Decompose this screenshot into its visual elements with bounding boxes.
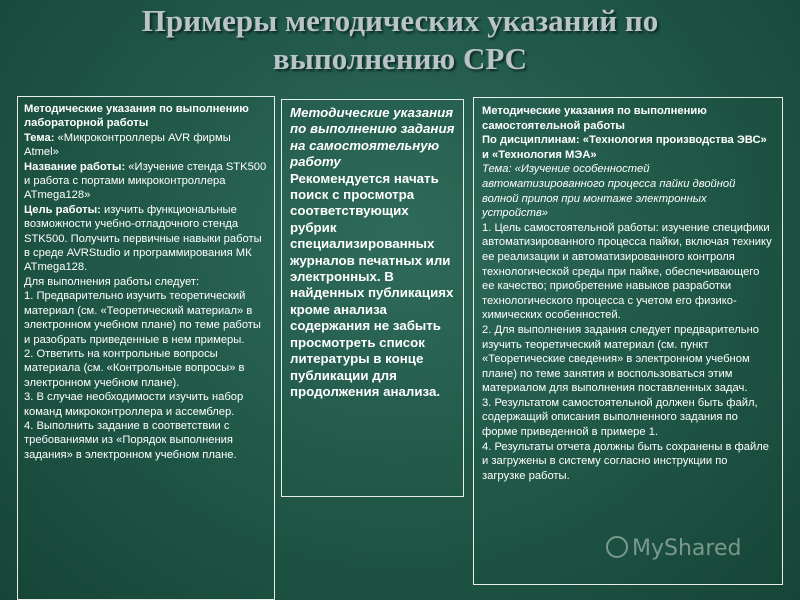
assignment-body: Рекомендуется начать поиск с просмотра соответствующих рубрик специализированных журналов печатных или электронных. В найденных публикациях кроме анализа содержания не забыть просмотреть список литературы в конце публикации для продолжения анализа. — [290, 170, 454, 399]
lab-step-3: 3. В случае необходимости изучить набор команд микроконтроллера и ассемблер. — [24, 391, 244, 418]
title-line-2: выполнению СРС — [272, 41, 528, 76]
lab-goal-label: Цель работы: — [24, 203, 101, 216]
lab-topic — [24, 131, 268, 160]
selfstudy-heading: Методические указания по выполнению самостоятельной работы — [482, 105, 707, 132]
selfstudy-item-3: 3. Результатом самостоятельной должен быть файл, содержащий описания выполненного задания по форме приведенной в примере 1. — [482, 396, 758, 439]
watermark — [606, 536, 741, 561]
watermark-logo-icon — [606, 536, 628, 558]
lab-goal-value: изучить функциональные возможности учебно-отладочного стенда STK500. Получить первичные навыки работы в среде AVRStudio и программирования МК ATmega128. — [24, 203, 262, 274]
lab-step-1: 1. Предварительно изучить теоретический материал (см. «Теоретический материал» в электронном учебном плане) по теме работы и разобрать приведенные в нем примеры. — [24, 290, 261, 346]
slide-title — [0, 2, 800, 78]
selfstudy-disciplines: По дисциплинам: «Технология производства ЭВС» и «Технология МЭА» — [482, 134, 767, 161]
assignment-heading: Методические указания по выполнению задания на самостоятельную работу — [290, 105, 455, 170]
lab-goal — [24, 203, 268, 275]
lab-topic-value: «Микроконтроллеры AVR фирмы Atmel» — [24, 131, 231, 159]
lab-topic-label: Тема: — [24, 131, 55, 144]
lab-step-2: 2. Ответить на контрольные вопросы материала (см. «Контрольные вопросы» в электронном учебном плане). — [24, 347, 245, 389]
self-study-guidelines-box — [473, 97, 783, 585]
watermark-text: MyShared — [632, 536, 742, 561]
title-line-1: Примеры методических указаний по — [141, 3, 659, 38]
lab-name — [24, 160, 268, 203]
lab-intro: Для выполнения работы следует: — [24, 275, 200, 288]
selfstudy-item-4: 4. Результаты отчета должны быть сохранены в файле и загружены в систему согласно инструкции по загрузке работы. — [482, 440, 769, 482]
selfstudy-item-2: 2. Для выполнения задания следует предварительно изучить теоретический материал (см. пункт «Теоретические сведения» в электронном учебном плане) по теме занятия и воспользоваться этим материалом для выполнения поставленных задач. — [482, 323, 760, 395]
lab-step-4: 4. Выполнить задание в соответствии с требованиями из «Порядок выполнения задания» в электронном учебном плане. — [24, 419, 237, 461]
assignment-guidelines-box — [281, 99, 464, 497]
selfstudy-item-1: 1. Цель самостоятельной работы: изучение специфики автоматизированного процесса пайки, включая технику ее реализации и автоматизированного контроля технологической среды при пайке, обеспечивающего ее качество; приобретение навыков разработки технологического процесса с учетом его физико-химических особенностей. — [482, 221, 772, 322]
lab-heading: Методические указания по выполнению лабораторной работы — [24, 103, 249, 130]
lab-name-value: «Изучение стенда STK500 и работа с портами микроконтроллера ATmega128» — [24, 160, 267, 202]
selfstudy-topic: Тема: «Изучение особенностей автоматизированного процесса пайки двойной волной припоя при монтаже электронных устройств» — [482, 163, 736, 220]
lab-work-guidelines-box — [17, 96, 275, 600]
lab-name-label: Название работы: — [24, 160, 126, 173]
